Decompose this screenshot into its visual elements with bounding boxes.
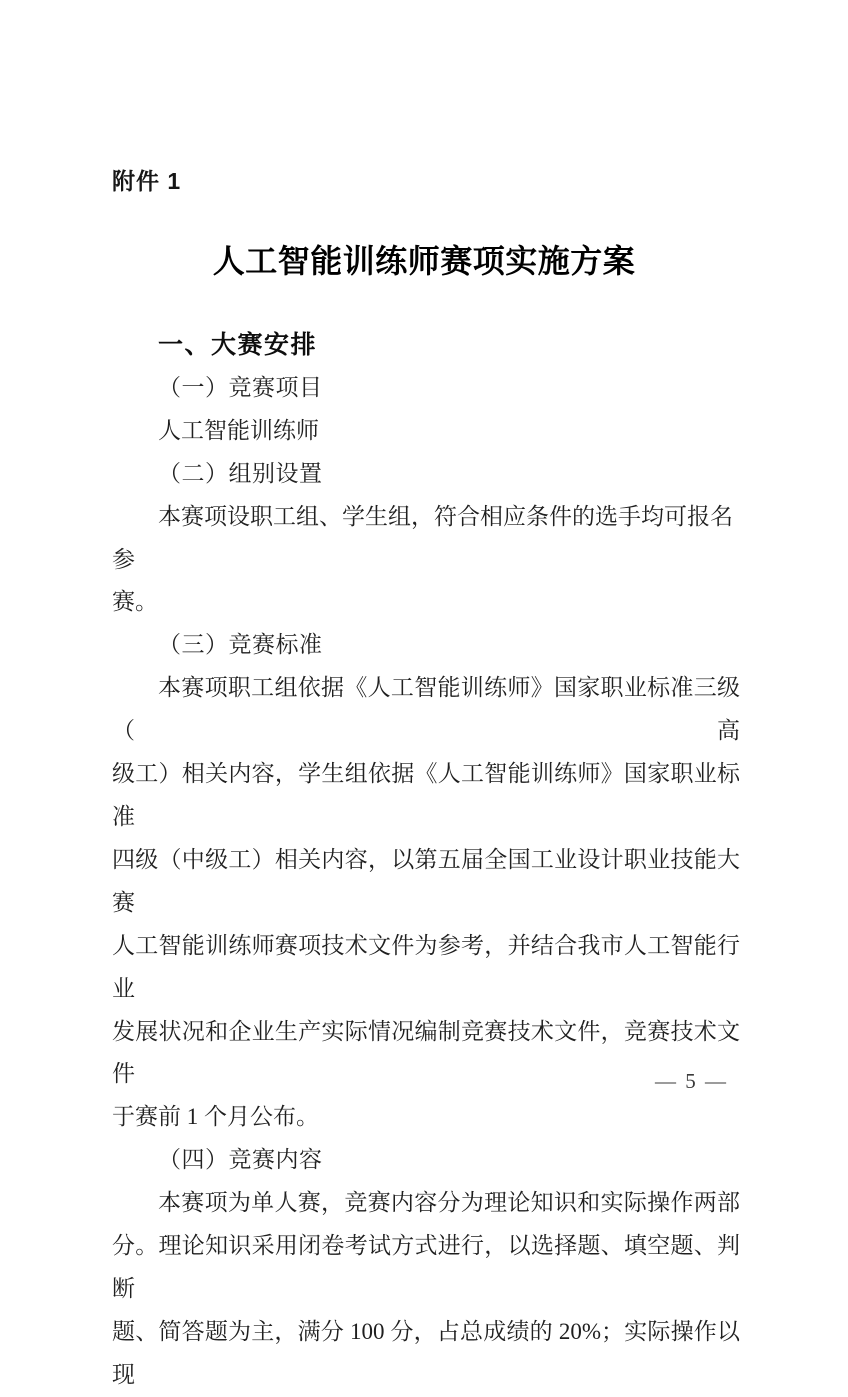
attachment-label: 附件 1 [112,168,182,194]
paragraph-line: 本赛项设职工组、学生组，符合相应条件的选手均可报名参 [112,503,733,572]
sub-heading: （三）竞赛标准 [158,632,323,658]
sub-heading: （四）竞赛内容 [158,1147,323,1173]
page-number: — 5 — [655,1069,728,1093]
paragraph-line: 四级（中级工）相关内容，以第五届全国工业设计职业技能大赛 [112,846,740,915]
sub-heading: （二）组别设置 [158,460,323,486]
paragraph-line: 本赛项职工组依据《人工智能训练师》国家职业标准三级（高 [112,675,740,744]
paragraph-line: 赛。 [112,589,158,615]
paragraph-line: 人工智能训练师 [158,417,319,443]
paragraph-line: 本赛项为单人赛，竞赛内容分为理论知识和实际操作两部 [158,1190,740,1216]
document-body [112,324,740,1397]
section-heading: 一、大赛安排 [158,331,318,359]
paragraph-line: 级工）相关内容，学生组依据《人工智能训练师》国家职业标准 [112,761,740,829]
paragraph-line: 分。理论知识采用闭卷考试方式进行，以选择题、填空题、判断 [112,1233,740,1301]
paragraph-line: 题、简答题为主，满分 100 分，占总成绩的 20%；实际操作以现 [112,1318,740,1387]
paragraph-line: 于赛前 1 个月公布。 [112,1104,319,1130]
paragraph-line: 发展状况和企业生产实际情况编制竞赛技术文件，竞赛技术文件 [112,1018,740,1087]
sub-heading: （一）竞赛项目 [158,374,323,400]
document-title: 人工智能训练师赛项实施方案 [212,243,636,279]
paragraph-line: 人工智能训练师赛项技术文件为参考，并结合我市人工智能行业 [112,932,740,1001]
